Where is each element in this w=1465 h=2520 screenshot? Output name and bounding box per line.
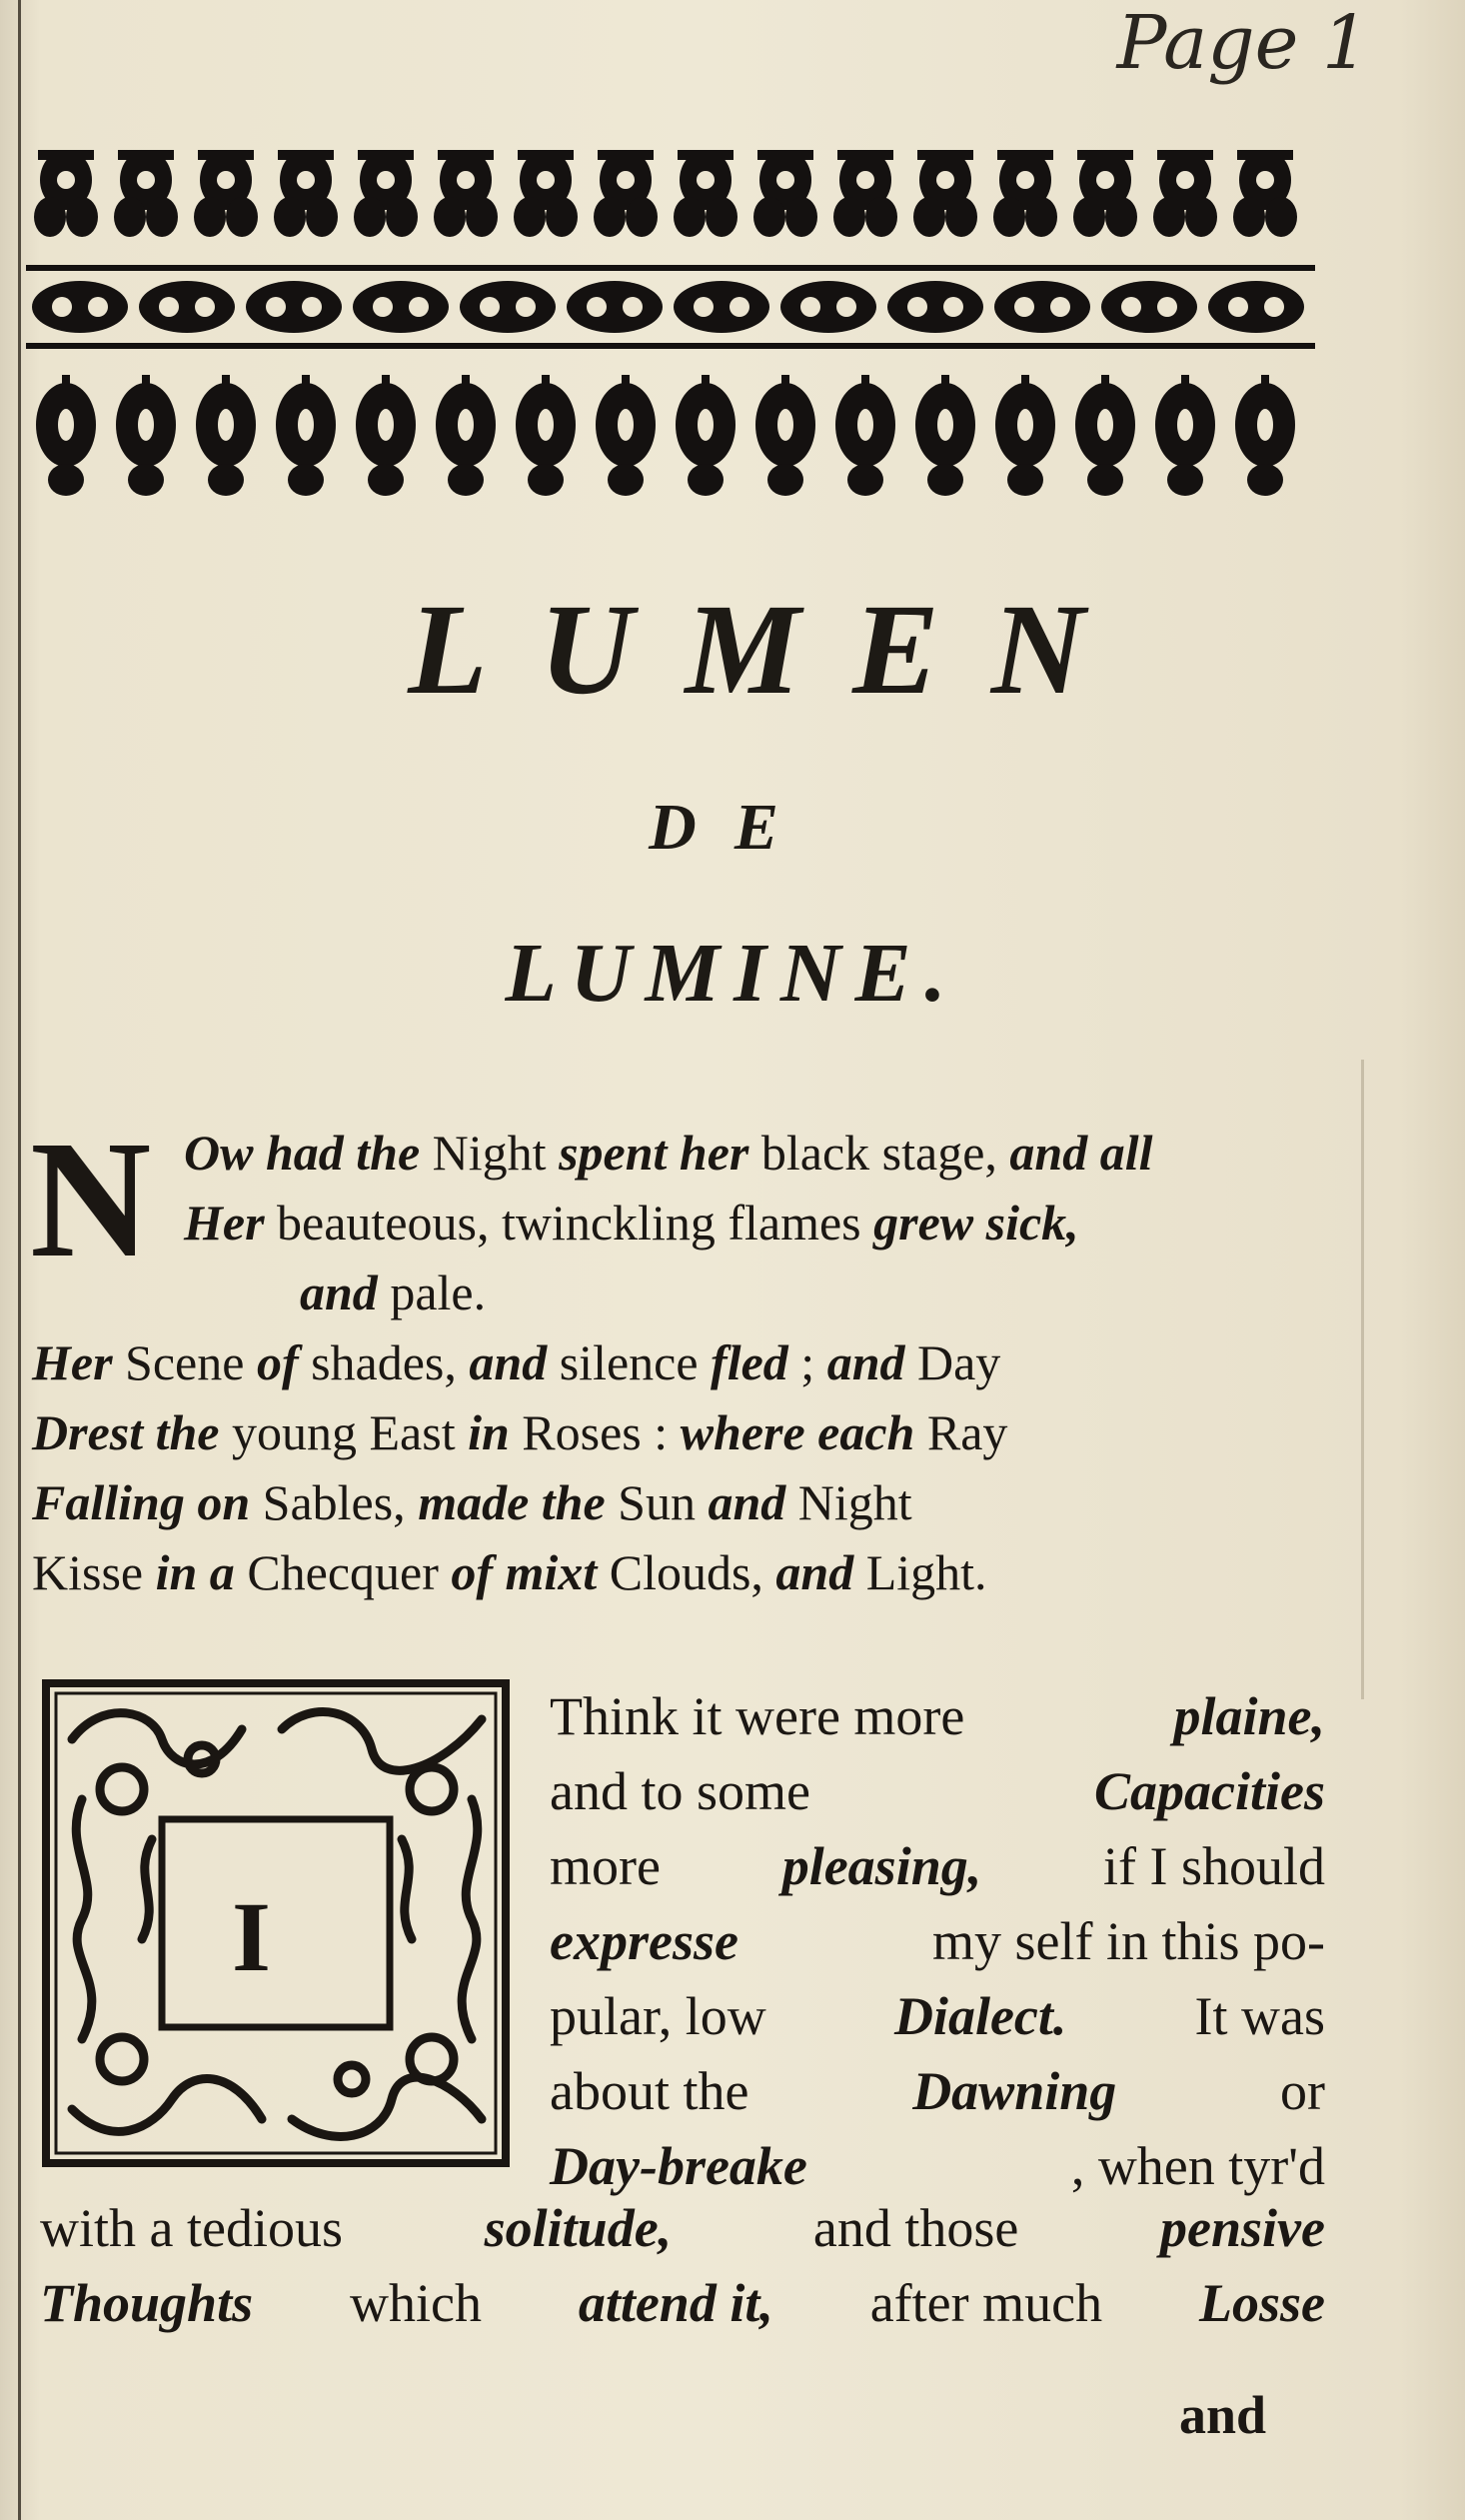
verse-text: grew sick, [873, 1195, 1079, 1251]
prose-narrow-column [550, 1679, 1325, 2204]
prose-text: pensive [1160, 2198, 1325, 2258]
handwritten-page-number: Page 1 [1116, 0, 1369, 86]
verse-text: pale. [390, 1264, 487, 1320]
verse-text: shades, [311, 1334, 470, 1390]
title-de: DE [649, 791, 816, 864]
verse-line [32, 1537, 1341, 1607]
prose-text: attend it, [578, 2273, 773, 2333]
prose-wide-column [40, 2191, 1325, 2341]
prose-text: Thoughts [40, 2273, 254, 2333]
prose-text: or [1280, 2061, 1325, 2121]
prose-line [40, 2191, 1325, 2266]
prose-text: solitude, [484, 2198, 673, 2258]
verse-text: Night [797, 1474, 912, 1530]
verse-text: Clouds, [609, 1544, 776, 1600]
verse-text: Drest the [32, 1404, 232, 1460]
verse-text: Night [432, 1125, 560, 1181]
verse-text: Her [184, 1195, 278, 1251]
prose-line [550, 1829, 1325, 1904]
verse-text: Sun [618, 1474, 709, 1530]
prose-line [550, 1679, 1325, 1754]
verse-text: where each [680, 1404, 927, 1460]
prose-text: with a tedious [40, 2198, 343, 2258]
verse-text: Sables, [262, 1474, 419, 1530]
prose-text: my self in this po- [932, 1911, 1325, 1971]
verse-text: made the [418, 1474, 619, 1530]
verse-line [32, 1188, 1341, 1258]
verse-text: of [256, 1334, 312, 1390]
initial-letter: I [232, 1881, 271, 1992]
prose-text: plaine, [1173, 1686, 1325, 1746]
verse-text: black stage, [760, 1125, 1010, 1181]
verse-text: silence [559, 1334, 712, 1390]
verse-text: Ow [184, 1125, 266, 1181]
binding-gutter-line [18, 0, 21, 2520]
verse-text: Light. [865, 1544, 987, 1600]
prose-text: and those [812, 2198, 1019, 2258]
verse-line [32, 1397, 1341, 1467]
prose-text: pleasing, [781, 1836, 982, 1896]
page-edge-shadow [1361, 1060, 1364, 1699]
prose-text: expresse [550, 1911, 738, 1971]
prose-text: if I should [1102, 1836, 1325, 1896]
prose-text: It was [1194, 1986, 1325, 2046]
verse-text: Roses : [522, 1404, 681, 1460]
prose-line [550, 1754, 1325, 1829]
verse-text: Ray [926, 1404, 1008, 1460]
verse-line [32, 1258, 1341, 1327]
prose-text: Day-breake [550, 2136, 807, 2196]
verse-text: Day [917, 1334, 1001, 1390]
verse-text: in a [155, 1544, 248, 1600]
prose-line [40, 2266, 1325, 2341]
prose-text: about the [550, 2061, 749, 2121]
prose-text: more [550, 1836, 661, 1896]
verse-text: young East [232, 1404, 469, 1460]
verse-text: and all [1009, 1125, 1153, 1181]
verse-text: in [468, 1404, 523, 1460]
verse-dropcap: N [30, 1107, 152, 1292]
prose-text: Losse [1198, 2273, 1325, 2333]
verse-text: Kisse [32, 1544, 156, 1600]
verse-text: fled [711, 1334, 801, 1390]
verse-text: and [775, 1544, 866, 1600]
verse-line [32, 1327, 1341, 1397]
verse-text: Her [32, 1334, 126, 1390]
verse-text: spent her [559, 1125, 761, 1181]
prose-text: Dawning [912, 2061, 1117, 2121]
prose-text: and to some [550, 1761, 810, 1821]
prose-line [550, 1979, 1325, 2054]
prose-text: Think it were more [550, 1686, 965, 1746]
verse-text: and [469, 1334, 560, 1390]
prose-text: pular, low [550, 1986, 766, 2046]
prose-line [550, 1904, 1325, 1979]
title-lumen: LUMEN [408, 578, 1137, 722]
verse-text: Scene [125, 1334, 257, 1390]
decorated-initial-frame [42, 1679, 510, 2167]
prose-text: , when tyr'd [1070, 2136, 1325, 2196]
prose-line [550, 2054, 1325, 2129]
verse-text: had the [265, 1125, 433, 1181]
prose-text: which [349, 2273, 482, 2333]
verse-line [32, 1118, 1341, 1188]
verse-line [32, 1467, 1341, 1537]
verse-text: Checquer [247, 1544, 452, 1600]
prose-text: Dialect. [893, 1986, 1067, 2046]
prose-text: after much [869, 2273, 1103, 2333]
verse-text: of mixt [451, 1544, 610, 1600]
verse-text: beauteous, twinckling flames [277, 1195, 874, 1251]
title-lumine: LUMINE. [505, 927, 960, 1020]
prose-text: Capacities [1094, 1761, 1325, 1821]
verse-text: ; [800, 1334, 827, 1390]
decorative-headpiece-ornament [26, 135, 1315, 510]
verse-text: Falling on [32, 1474, 263, 1530]
verse-text: and [826, 1334, 917, 1390]
verse-text: and [708, 1474, 798, 1530]
opening-verse [30, 1107, 1341, 1607]
verse-text: and [300, 1264, 391, 1320]
catchword: and [1179, 2385, 1267, 2445]
